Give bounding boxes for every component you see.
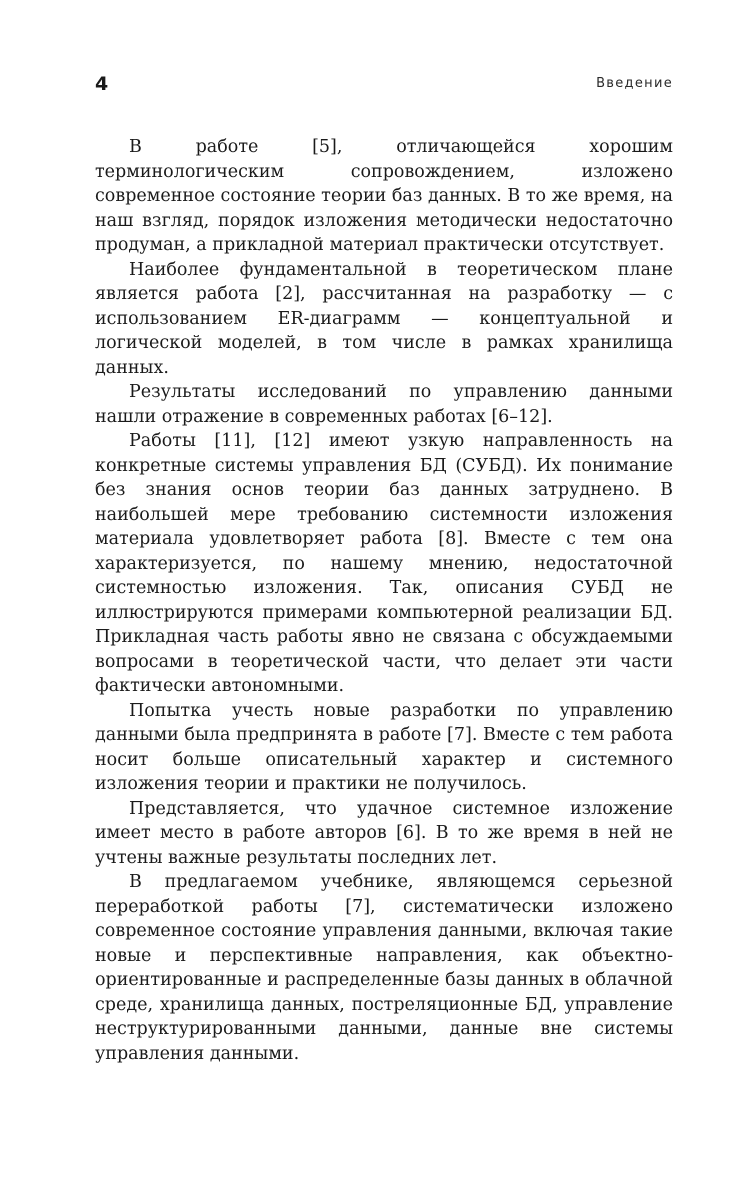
- paragraph: Представляется, что удачное системное изложение имеет место в работе авторов [6]. В то же время в ней не учтены важные результаты последних лет.: [95, 798, 673, 868]
- page-header: [95, 72, 673, 96]
- paragraph: В предлагаемом учебнике, являющемся серьезной переработкой работы [7], систематически изложено современное состояние управления данными, включая такие новые и перспективные направления, как объектно-ориентированные и распределенные базы данных в облачной среде, хранилища данных, постреляционные БД, управление неструктурированными данными, данные вне системы управления данными.: [95, 872, 673, 1064]
- running-title: Введение: [596, 76, 673, 91]
- paragraph: В работе [5], отличающейся хорошим терминологическим сопровождением, изложено современное состояние теории баз данных. В то же время, на наш взгляд, порядок изложения методически недостаточно продуман, а прикладной материал практически отсутствует.: [95, 137, 673, 255]
- page-number: 4: [95, 73, 109, 95]
- paragraph: Работы [11], [12] имеют узкую направленность на конкретные системы управления БД (СУБД). Их понимание без знания основ теории баз данных затруднено. В наибольшей мере требованию системности изложения материала удовлетворяет работа [8]. Вместе с тем она характеризуется, по нашему мнению, недостаточной системностью изложения. Так, описания СУБД не иллюстрируются примерами компьютерной реализации БД. Прикладная часть работы явно не связана с обсуждаемыми вопросами в теоретической части, что делает эти части фактически автономными.: [95, 431, 673, 696]
- paragraph: Результаты исследований по управлению данными нашли отражение в современных работах [6–12].: [95, 382, 673, 427]
- paragraph: Наиболее фундаментальной в теоретическом плане является работа [2], рассчитанная на разработку — с использованием ER-диаграмм — концептуальной и логической моделей, в том числе в рамках хранилища данных.: [95, 259, 673, 378]
- body-text: [95, 135, 673, 1066]
- paragraph: Попытка учесть новые разработки по управлению данными была предпринята в работе [7]. Вместе с тем работа носит больше описательный характер и системного изложения теории и практики не получилось.: [95, 700, 673, 794]
